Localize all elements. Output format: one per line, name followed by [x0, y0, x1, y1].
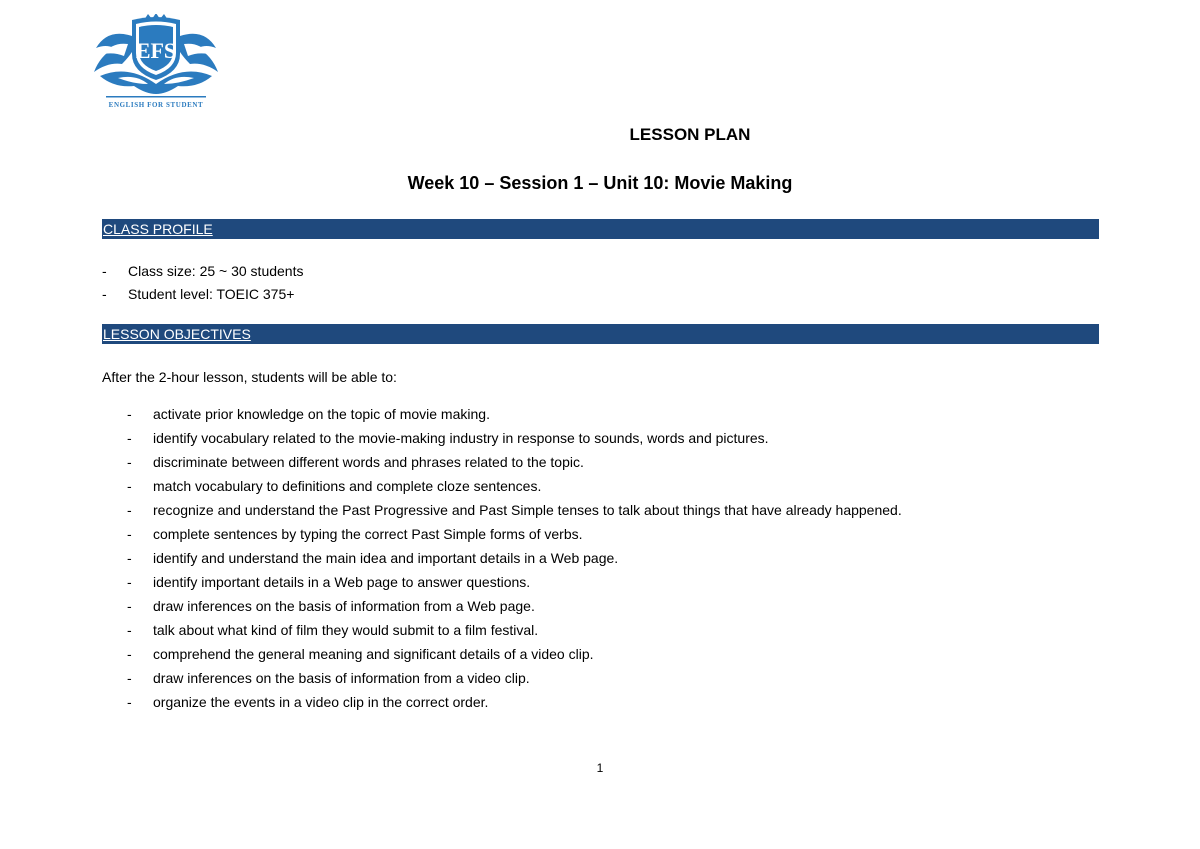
- list-item: [102, 284, 304, 307]
- bullet-dash: -: [127, 478, 132, 494]
- objectives-list: [127, 404, 902, 716]
- bullet-dash: -: [127, 694, 132, 710]
- bullet-dash: -: [127, 622, 132, 638]
- list-item: [102, 261, 304, 284]
- bullet-dash: -: [127, 550, 132, 566]
- list-item: [127, 692, 902, 716]
- list-item-text: activate prior knowledge on the topic of movie making.: [153, 406, 490, 422]
- logo-text: EFS: [135, 38, 177, 63]
- list-item-text: Student level: TOEIC 375+: [128, 286, 295, 302]
- bullet-dash: -: [102, 286, 107, 302]
- bullet-dash: -: [127, 526, 132, 542]
- list-item-text: identify important details in a Web page to answer questions.: [153, 574, 531, 590]
- bullet-dash: -: [127, 406, 132, 422]
- list-item: [127, 500, 902, 524]
- efs-logo-icon: [88, 14, 224, 110]
- lesson-objectives-heading-text: LESSON OBJECTIVES: [103, 326, 251, 342]
- lesson-objectives-heading: [102, 324, 1099, 344]
- bullet-dash: -: [127, 646, 132, 662]
- list-item-text: identify vocabulary related to the movie-making industry in response to sounds, words and pictures.: [153, 430, 769, 446]
- document-title: LESSON PLAN: [629, 125, 751, 144]
- list-item: [127, 524, 902, 548]
- list-item: [127, 452, 902, 476]
- list-item: [127, 428, 902, 452]
- page-number: 1: [596, 761, 604, 775]
- efs-logo: [88, 14, 224, 110]
- bullet-dash: -: [127, 598, 132, 614]
- list-item-text: complete sentences by typing the correct Past Simple forms of verbs.: [153, 526, 583, 542]
- class-profile-list: [102, 261, 304, 307]
- list-item: [127, 476, 902, 500]
- list-item-text: comprehend the general meaning and significant details of a video clip.: [153, 646, 594, 662]
- list-item: [127, 596, 902, 620]
- class-profile-heading-text: CLASS PROFILE: [103, 221, 213, 237]
- list-item: [127, 644, 902, 668]
- bullet-dash: -: [127, 502, 132, 518]
- bullet-dash: -: [102, 263, 107, 279]
- list-item-text: organize the events in a video clip in the correct order.: [153, 694, 489, 710]
- bullet-dash: -: [127, 670, 132, 686]
- bullet-dash: -: [127, 574, 132, 590]
- document-subtitle: Week 10 – Session 1 – Unit 10: Movie Making: [407, 173, 793, 193]
- list-item-text: draw inferences on the basis of information from a video clip.: [153, 670, 530, 686]
- list-item: [127, 668, 902, 692]
- class-profile-heading: [102, 219, 1099, 239]
- bullet-dash: -: [127, 454, 132, 470]
- list-item-text: draw inferences on the basis of information from a Web page.: [153, 598, 535, 614]
- list-item-text: Class size: 25 ~ 30 students: [128, 263, 304, 279]
- list-item: [127, 404, 902, 428]
- list-item-text: identify and understand the main idea and important details in a Web page.: [153, 550, 619, 566]
- bullet-dash: -: [127, 430, 132, 446]
- list-item-text: talk about what kind of film they would submit to a film festival.: [153, 622, 539, 638]
- list-item-text: discriminate between different words and phrases related to the topic.: [153, 454, 584, 470]
- list-item-text: recognize and understand the Past Progressive and Past Simple tenses to talk about things that have already happened.: [153, 502, 902, 518]
- list-item: [127, 548, 902, 572]
- list-item: [127, 620, 902, 644]
- objectives-intro: After the 2-hour lesson, students will be able to:: [102, 369, 397, 385]
- list-item-text: match vocabulary to definitions and complete cloze sentences.: [153, 478, 542, 494]
- list-item: [127, 572, 902, 596]
- logo-tagline: ENGLISH FOR STUDENT: [108, 101, 204, 109]
